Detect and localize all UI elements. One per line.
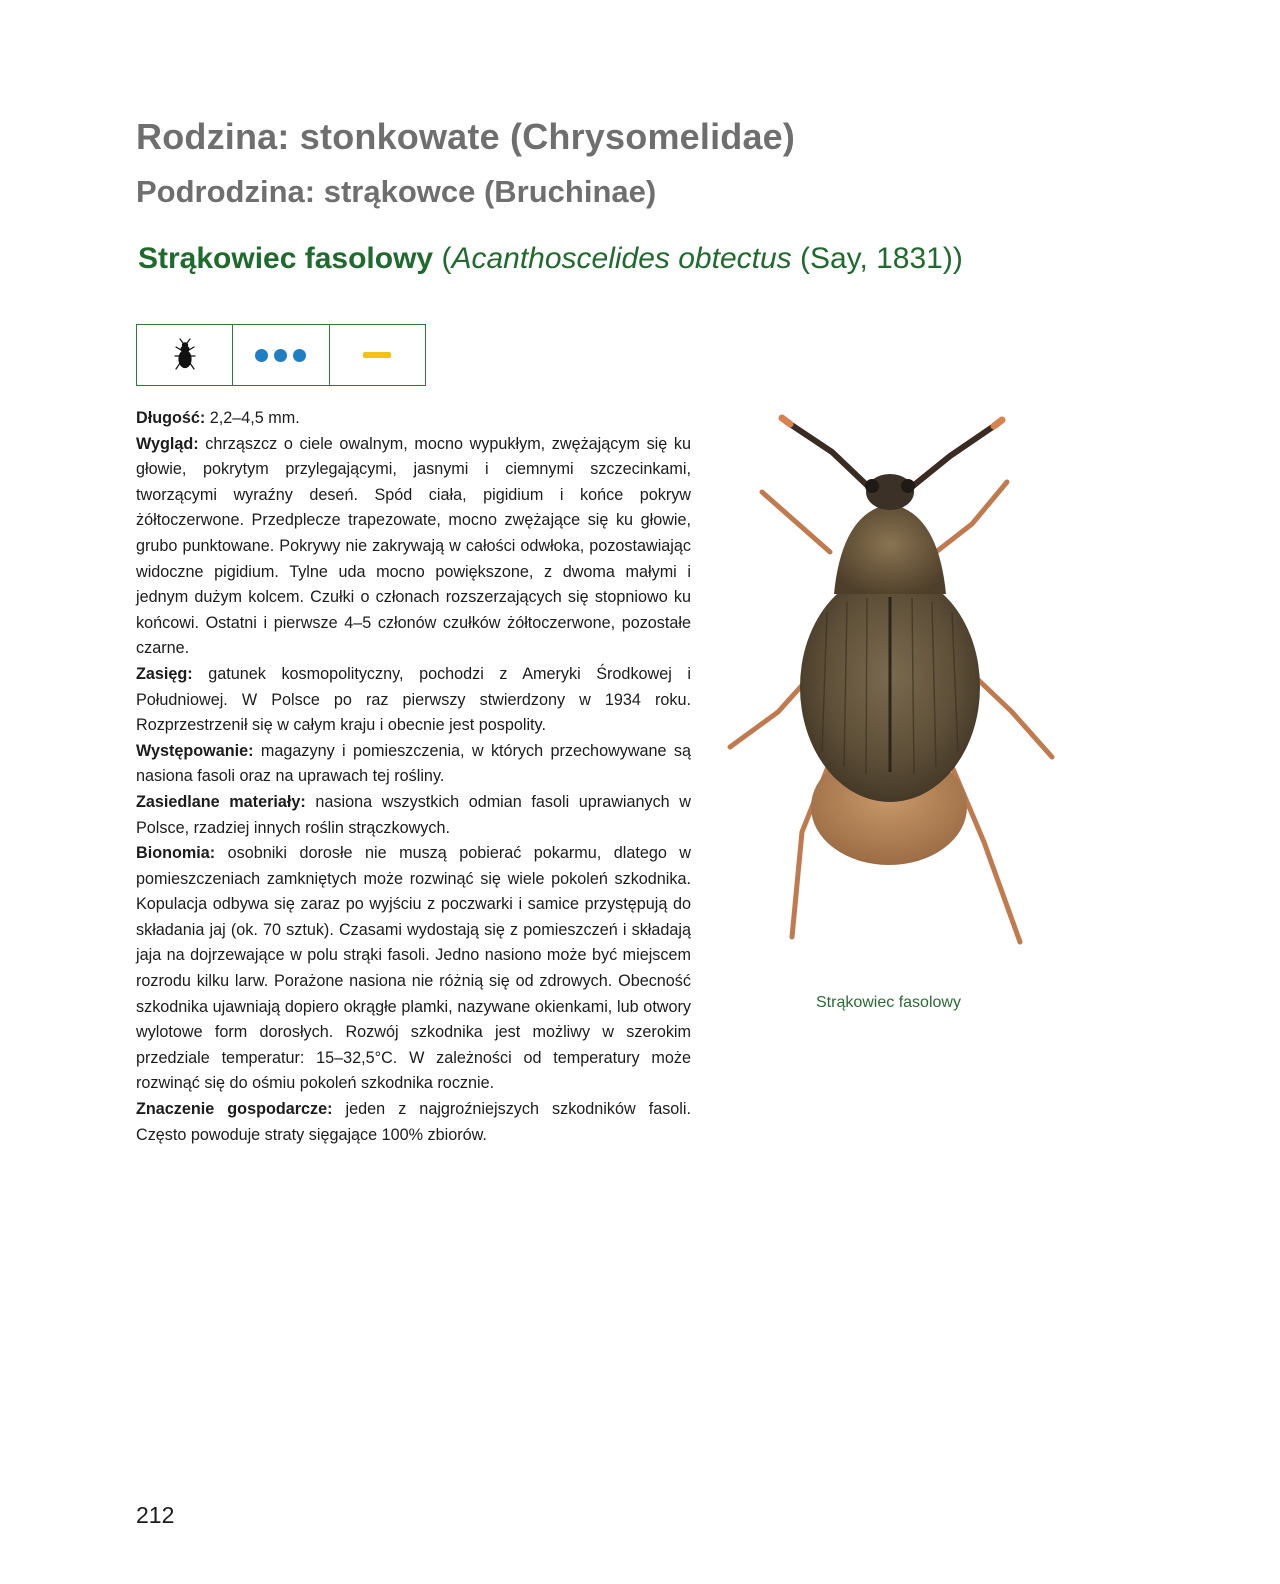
beetle-photo bbox=[722, 412, 1062, 952]
section-bionomics: Bionomia: osobniki dorosłe nie muszą pobierać pokarmu, dlatego w pomieszczeniach zamkniętych może rozwinąć się wiele pokoleń szkodnika. Kopulacja odbywa się zaraz po wyjściu z poczwarki i samice przystępują do składania jaj (ok. 70 sztuk). Czasami wydostają się z pomieszczeń i składają jaja na dojrzewające w polu strąki fasoli. Jedno nasiono może być miejscem rozrodu kilku larw. Porażone nasiona nie różnią się od zdrowych. Obecność szkodnika ujawniają dopiero okrągłe plamki, nazywane okienkami, lub otwory wylotowe form dorosłych. Rozwój szkodnika jest możliwy w szerokim przedziale temperatur: 15–32,5°C. W zależności od temperatury może rozwinąć się do ośmiu pokoleń szkodnika rocznie. bbox=[136, 844, 691, 1093]
family-title: Rodzina: stonkowate (Chrysomelidae) bbox=[136, 116, 796, 157]
species-author: (Say, 1831)) bbox=[791, 242, 963, 275]
species-latin-name: Acanthoscelides obtectus bbox=[451, 242, 792, 275]
dash-icon bbox=[363, 352, 391, 358]
subfamily-title: Podrodzina: strąkowce (Bruchinae) bbox=[136, 174, 657, 209]
three-dots-icon bbox=[255, 349, 306, 362]
section-length: Długość: 2,2–4,5 mm. bbox=[136, 409, 300, 427]
section-economic-importance: Znaczenie gospodarcze: jeden z najgroźniejszych szkodników fasoli. Często powoduje straty sięgające 100% zbiorów. bbox=[136, 1100, 691, 1144]
classification-icon-box bbox=[136, 324, 426, 386]
description-body bbox=[136, 406, 691, 1148]
section-appearance: Wygląd: chrząszcz o ciele owalnym, mocno wypukłym, zwężającym się ku głowie, pokrytym przylegającymi, jasnymi i ciemnymi szczecinkami, tworzącymi wyraźny deseń. Spód ciała, pigidium i końce pokryw żółtoczerwone. Przedplecze trapezowate, mocno zwężające się ku głowie, grubo punktowane. Pokrywy nie zakrywają w całości odwłoka, pozostawiając widoczne pigidium. Tylne uda mocno powiększone, z dwoma małymi i jednym dużym kolcem. Czułki o członach rozszerzających się stopniowo ku końcowi. Ostatni i pierwsze 4–5 członów czułków żółtoczerwone, pozostałe czarne. bbox=[136, 434, 691, 658]
page-number: 212 bbox=[136, 1502, 175, 1528]
species-common-name: Strąkowiec fasolowy bbox=[138, 242, 434, 275]
icon-cell-dots bbox=[233, 325, 329, 385]
icon-cell-beetle bbox=[137, 325, 233, 385]
icon-cell-dash bbox=[330, 325, 425, 385]
species-title bbox=[138, 242, 963, 276]
figure-caption: Strąkowiec fasolowy bbox=[816, 994, 961, 1011]
beetle-icon bbox=[174, 338, 196, 372]
section-occurrence: Występowanie: magazyny i pomieszczenia, w których przechowywane są nasiona fasoli oraz na uprawach tej rośliny. bbox=[136, 741, 691, 786]
species-paren-open: ( bbox=[433, 242, 452, 275]
section-materials: Zasiedlane materiały: nasiona wszystkich odmian fasoli uprawianych w Polsce, rzadziej innych roślin strączkowych. bbox=[136, 792, 691, 837]
section-range: Zasięg: gatunek kosmopolityczny, pochodzi z Ameryki Środkowej i Południowej. W Polsce po raz pierwszy stwierdzony w 1934 roku. Rozprzestrzenił się w całym kraju i obecnie jest pospolity. bbox=[136, 664, 691, 735]
